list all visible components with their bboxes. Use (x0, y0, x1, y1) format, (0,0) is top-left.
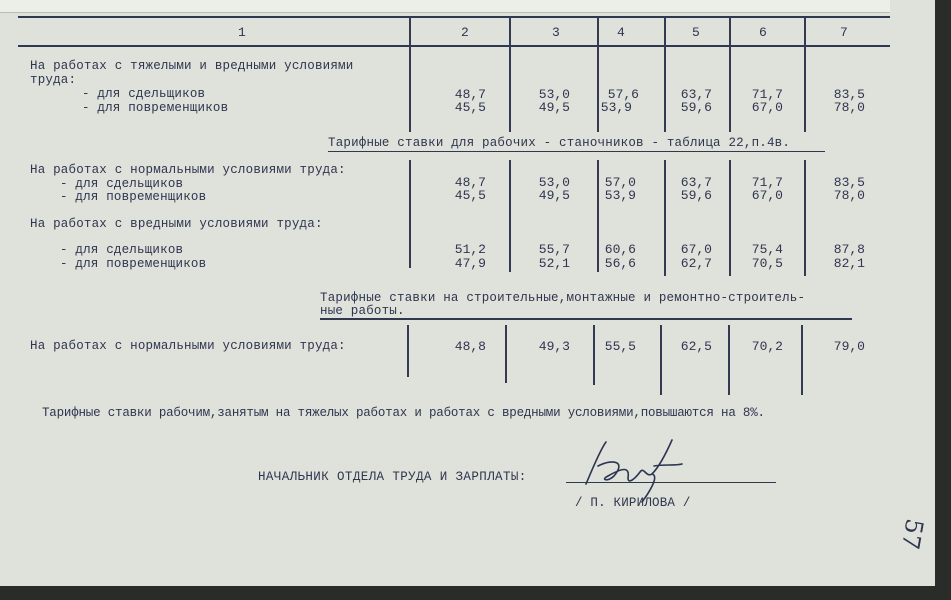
section1-row1-col3: 53,0 (538, 87, 570, 102)
column-divider (804, 46, 806, 132)
section1-row1-col2: 48,7 (454, 87, 486, 102)
section2-row1-col5: 63,7 (680, 175, 712, 190)
section1-row2-col5: 59,6 (680, 100, 712, 115)
section2-row2-label: - для повременщиков (60, 190, 207, 204)
section2-row2-col4: 53,9 (604, 188, 636, 203)
section3-row1-col7: 87,8 (833, 242, 865, 257)
column-divider (728, 325, 730, 395)
section1-row2-label: - для повременщиков (82, 101, 229, 115)
section4-col4: 55,5 (604, 339, 636, 354)
column-divider (593, 325, 595, 385)
margin-page-number: 57 (895, 516, 929, 552)
heading-construction-line1: Тарифные ставки на строительные,монтажные и ремонтно-строитель- (320, 291, 806, 305)
note-text: Тарифные ставки рабочим,занятым на тяжелых работах и работах с вредными условиями,повышаются на 8%. (42, 406, 765, 420)
section1-title-line1: На работах с тяжелыми и вредными условиями (30, 59, 354, 73)
section4-col6: 70,2 (751, 339, 783, 354)
header-col-1: 1 (238, 25, 246, 40)
footer-position: НАЧАЛЬНИК ОТДЕЛА ТРУДА И ЗАРПЛАТЫ: (258, 470, 527, 484)
section2-row2-col7: 78,0 (833, 188, 865, 203)
section4-col7: 79,0 (833, 339, 865, 354)
header-divider (804, 16, 806, 46)
header-col-3: 3 (552, 25, 560, 40)
section3-row2-col3: 52,1 (538, 256, 570, 271)
section3-row1-label: - для сдельщиков (60, 243, 184, 257)
header-col-4: 4 (617, 25, 625, 40)
column-divider (407, 325, 409, 377)
section1-row2-col3: 49,5 (538, 100, 570, 115)
section1-row1-col6: 71,7 (751, 87, 783, 102)
section3-row1-col2: 51,2 (454, 242, 486, 257)
section4-col3: 49,3 (538, 339, 570, 354)
column-divider (409, 160, 411, 268)
header-divider (664, 16, 666, 46)
section1-row1-label: - для сдельщиков (82, 87, 206, 101)
section1-row1-col7: 83,5 (833, 87, 865, 102)
section2-row2-col3: 49,5 (538, 188, 570, 203)
header-divider (597, 16, 599, 46)
section3-row1-col6: 75,4 (751, 242, 783, 257)
column-divider (729, 46, 731, 132)
header-divider (409, 16, 411, 46)
section4-col5: 62,5 (680, 339, 712, 354)
header-top-rule (18, 16, 890, 18)
header-col-2: 2 (461, 25, 469, 40)
footer-name: / П. КИРИЛОВА / (575, 496, 691, 510)
section1-row2-col2: 45,5 (454, 100, 486, 115)
heading-machinists-underline (328, 151, 825, 152)
column-divider (509, 46, 511, 132)
section2-row2-col5: 59,6 (680, 188, 712, 203)
column-divider (660, 325, 662, 395)
column-divider (505, 325, 507, 383)
section3-row2-col4: 56,6 (604, 256, 636, 271)
column-divider (801, 325, 803, 395)
header-col-6: 6 (759, 25, 767, 40)
section2-title: На работах с нормальными условиями труда: (30, 163, 346, 177)
section3-row1-col4: 60,6 (604, 242, 636, 257)
header-col-7: 7 (840, 25, 848, 40)
heading-construction-line2: ные работы. (320, 304, 405, 318)
header-divider (729, 16, 731, 46)
section1-row1-col4: 57,6 (607, 87, 639, 102)
section2-row1-col2: 48,7 (454, 175, 486, 190)
section3-row1-col5: 67,0 (680, 242, 712, 257)
section1-title-line2: труда: (30, 73, 77, 87)
signature-drawing (578, 436, 688, 504)
column-divider (409, 46, 411, 132)
section1-row1-col5: 63,7 (680, 87, 712, 102)
section3-row2-col7: 82,1 (833, 256, 865, 271)
section2-row2-col2: 45,5 (454, 188, 486, 203)
section1-row2-col6: 67,0 (751, 100, 783, 115)
section3-row2-label: - для повременщиков (60, 257, 207, 271)
heading-construction-underline (320, 318, 852, 320)
section3-row2-col2: 47,9 (454, 256, 486, 271)
column-divider (729, 160, 731, 276)
section2-row2-col6: 67,0 (751, 188, 783, 203)
section3-row2-col6: 70,5 (751, 256, 783, 271)
header-bottom-rule (18, 45, 890, 47)
section2-row1-col3: 53,0 (538, 175, 570, 190)
column-divider (509, 160, 511, 272)
section2-row1-col4: 57,0 (604, 175, 636, 190)
section4-col2: 48,8 (454, 339, 486, 354)
section1-row2-col4: 53,9 (600, 100, 632, 115)
section1-row2-col7: 78,0 (833, 100, 865, 115)
header-divider (509, 16, 511, 46)
section2-row1-col7: 83,5 (833, 175, 865, 190)
heading-machinists: Тарифные ставки для рабочих - станочников - таблица 22,п.4в. (328, 136, 791, 150)
section3-row1-col3: 55,7 (538, 242, 570, 257)
section4-title: На работах с нормальными условиями труда: (30, 339, 346, 353)
section2-row1-label: - для сдельщиков (60, 177, 184, 191)
section3-row2-col5: 62,7 (680, 256, 712, 271)
section2-row1-col6: 71,7 (751, 175, 783, 190)
column-divider (804, 160, 806, 276)
section3-title: На работах с вредными условиями труда: (30, 217, 323, 231)
top-page-edge (0, 0, 890, 13)
header-col-5: 5 (692, 25, 700, 40)
